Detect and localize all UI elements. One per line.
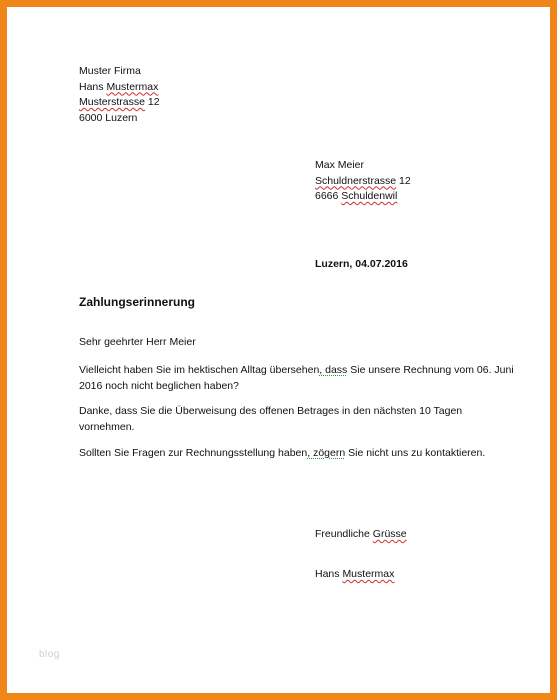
spelling-flag: Mustermax (342, 568, 395, 580)
recipient-address (315, 158, 411, 205)
paragraph-line: Danke, dass Sie die Überweisung des offenen Betrages in den nächsten 10 Tagen (79, 405, 463, 417)
paragraph-line: 2016 noch nicht beglichen haben? (79, 379, 239, 392)
sender-name: Hans Mustermax (79, 80, 159, 93)
grammar-flag: , zögern (307, 447, 346, 459)
sender-company: Muster Firma (79, 65, 141, 77)
paragraph-contact (79, 446, 529, 462)
signature-name: Hans Mustermax (315, 568, 395, 580)
recipient-name: Max Meier (315, 159, 365, 171)
greeting: Sehr geehrter Herr Meier (79, 336, 196, 348)
sender-street: Musterstrasse 12 (79, 96, 160, 108)
sender-address (79, 64, 160, 126)
recipient-city: 6666 Schuldenwil (315, 190, 398, 202)
spelling-flag: Schuldnerstrasse (315, 174, 397, 187)
paragraph-reminder (79, 363, 529, 394)
paragraph-line: Vielleicht haben Sie im hektischen Alltag übersehen, dass Sie unsere Rechnung vom 06. Juni (79, 364, 514, 376)
letter-subject: Zahlungserinnerung (79, 295, 196, 309)
recipient-street: Schuldnerstrasse 12 (315, 174, 411, 187)
spelling-flag: Grüsse (372, 528, 407, 540)
grammar-flag: , dass (319, 364, 348, 376)
paragraph-payment-request (79, 404, 529, 435)
date-line: Luzern, 04.07.2016 (315, 258, 408, 270)
spelling-flag: Schuldenwil (341, 190, 398, 202)
spelling-flag: Musterstrasse (79, 96, 145, 108)
closing-phrase: Freundliche Grüsse (315, 528, 407, 540)
spelling-flag: Mustermax (106, 80, 159, 93)
watermark: blog (39, 649, 60, 660)
sender-city: 6000 Luzern (79, 111, 138, 124)
paragraph-line: Sollten Sie Fragen zur Rechnungsstellung haben, zögern Sie nicht uns zu kontaktieren. (79, 447, 486, 459)
paragraph-line: vornehmen. (79, 420, 135, 433)
